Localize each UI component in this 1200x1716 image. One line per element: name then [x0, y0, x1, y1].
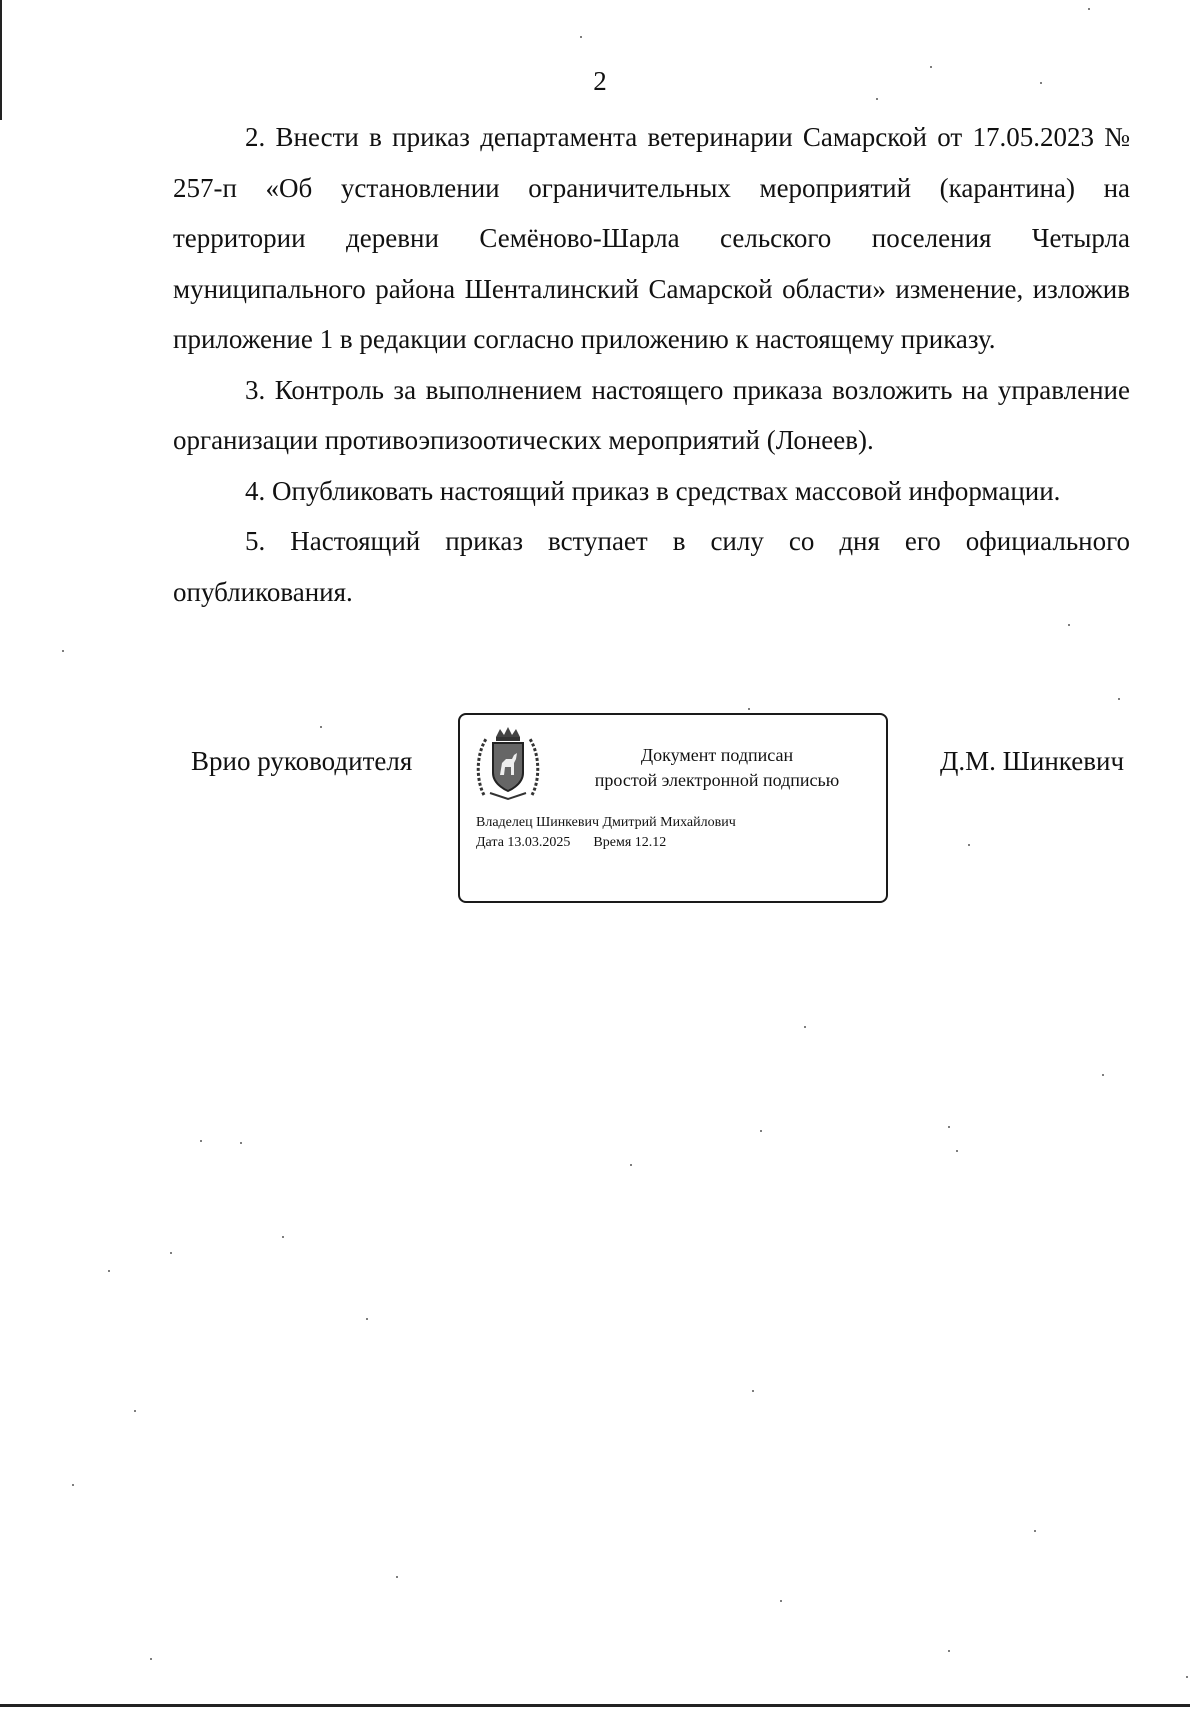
scan-speck	[948, 1126, 950, 1128]
stamp-owner-label: Владелец	[476, 815, 533, 830]
scan-speck	[170, 1252, 172, 1254]
scan-speck	[1068, 624, 1070, 626]
stamp-date: 13.03.2025	[507, 835, 571, 850]
scan-speck	[1040, 82, 1042, 84]
samara-coat-of-arms-icon	[476, 725, 540, 801]
scan-speck	[752, 1390, 754, 1392]
scan-speck	[876, 98, 878, 100]
stamp-date-label: Дата	[476, 835, 504, 850]
scan-speck	[1186, 1676, 1188, 1678]
scan-speck	[780, 1600, 782, 1602]
stamp-details	[476, 813, 736, 853]
scan-speck	[62, 650, 64, 652]
stamp-time-label: Время	[593, 835, 632, 850]
scan-speck	[748, 708, 750, 710]
stamp-owner-line	[476, 813, 736, 833]
scan-speck	[930, 66, 932, 68]
scan-speck	[134, 1410, 136, 1412]
signer-title: Врио руководителя	[191, 746, 413, 776]
scan-speck	[366, 1318, 368, 1320]
scan-speck	[240, 1142, 242, 1144]
scan-speck	[1088, 8, 1090, 10]
scan-speck	[1118, 698, 1120, 700]
scan-speck	[968, 844, 970, 846]
scan-speck	[200, 1140, 202, 1142]
page-number: 2	[593, 66, 607, 96]
stamp-heading-line-2: простой электронной подписью	[594, 770, 840, 790]
scan-speck	[396, 1576, 398, 1578]
scan-speck	[1034, 1530, 1036, 1532]
scan-speck	[72, 1484, 74, 1486]
signer-name: Д.М. Шинкевич	[940, 746, 1125, 776]
stamp-datetime-line	[476, 833, 736, 853]
scan-speck	[948, 1650, 950, 1652]
scan-speck	[108, 1270, 110, 1272]
scan-speck	[630, 1164, 632, 1166]
scan-speck	[1102, 1074, 1104, 1076]
scan-speck	[282, 1236, 284, 1238]
scan-speck	[956, 1150, 958, 1152]
paragraph-5: 5. Настоящий приказ вступает в силу со дня его официального опубликования.	[173, 526, 1130, 607]
scan-edge-left	[0, 0, 2, 120]
scan-speck	[320, 726, 322, 728]
scan-edge-bottom	[0, 1704, 1190, 1707]
stamp-heading	[552, 743, 882, 793]
paragraph-2: 2. Внести в приказ департамента ветеринарии Самарской от 17.05.2023 № 257-п «Об установлении ограничительных мероприятий (карантина) на территории деревни Семёново-Шарла сельского поселения Четырла муниципального района Шенталинский Самарской области» изменение, изложив приложение 1 в редакции согласно приложению к настоящему приказу.	[173, 122, 1130, 354]
electronic-signature-stamp	[458, 713, 888, 903]
paragraph-4: 4. Опубликовать настоящий приказ в средствах массовой информации.	[245, 475, 1061, 506]
scan-speck	[580, 36, 582, 38]
stamp-owner-name: Шинкевич Дмитрий Михайлович	[536, 815, 736, 830]
stamp-time: 12.12	[634, 835, 667, 850]
scan-speck	[150, 1658, 152, 1660]
scan-speck	[804, 1026, 806, 1028]
document-body	[173, 112, 1130, 617]
paragraph-3: 3. Контроль за выполнением настоящего приказа возложить на управление организации противоэпизоотических мероприятий (Лонеев).	[173, 374, 1130, 455]
scan-speck	[760, 1130, 762, 1132]
stamp-heading-line-1: Документ подписан	[640, 745, 794, 765]
